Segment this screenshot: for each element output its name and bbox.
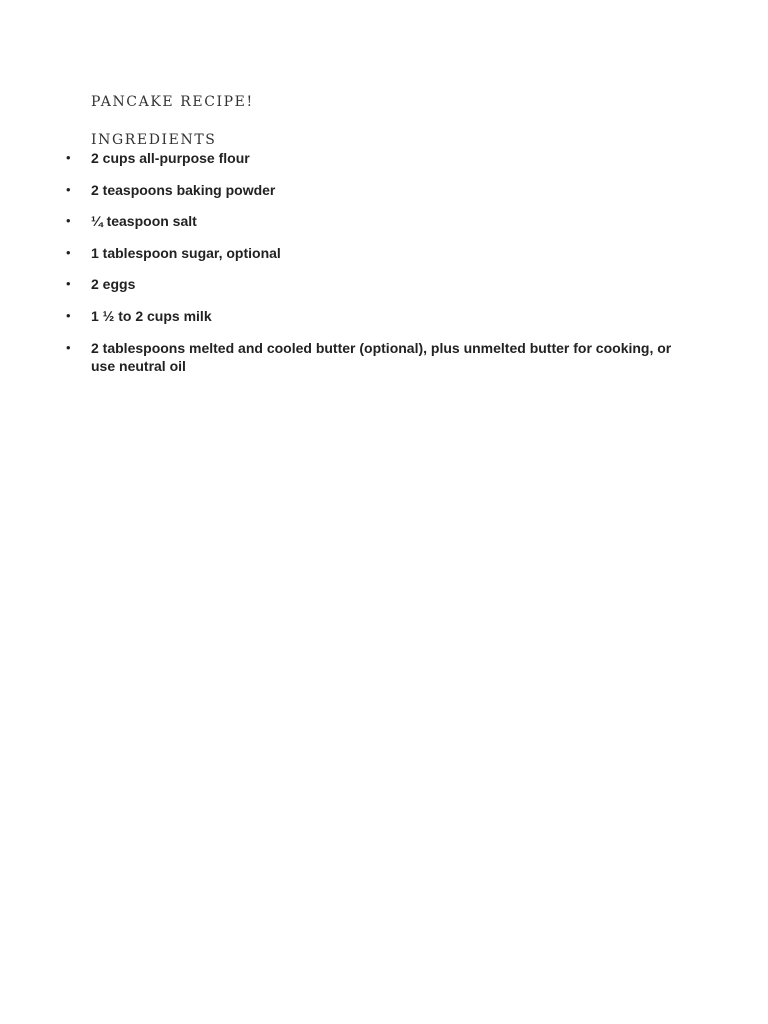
ingredient-text: 2 tablespoons melted and cooled butter (optional), plus unmelted butter for cooking, or use neutral oil [91,339,672,374]
bullet-icon: • [66,244,71,260]
bullet-icon: • [66,307,71,323]
bullet-icon: • [66,276,71,292]
ingredients-heading: INGREDIENTS [91,132,217,148]
ingredient-item [63,149,683,167]
ingredient-item [63,212,683,230]
bullet-icon: • [66,181,71,197]
ingredient-item [63,244,683,262]
ingredient-text: ¼ teaspoon salt [91,213,197,230]
ingredient-item [63,307,683,325]
bullet-icon: • [66,150,71,165]
ingredient-text: 2 eggs [91,276,136,293]
ingredient-text: 1 ½ to 2 cups milk [91,307,212,324]
ingredient-item [63,181,683,199]
bullet-icon: • [66,339,71,355]
ingredient-text: 1 tablespoon sugar, optional [91,244,281,261]
ingredient-text: 2 teaspoons baking powder [91,181,276,198]
bullet-icon: • [66,213,71,229]
ingredient-list [63,149,683,388]
ingredient-item [63,275,683,293]
ingredient-text: 2 cups all-purpose flour [91,150,250,166]
recipe-title: PANCAKE RECIPE! [91,94,254,110]
ingredient-item [63,339,683,375]
